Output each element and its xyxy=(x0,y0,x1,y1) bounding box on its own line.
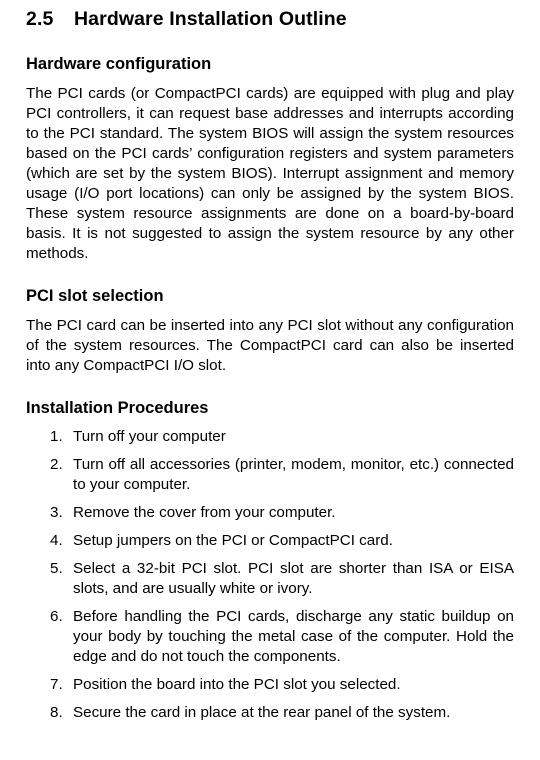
step-item xyxy=(26,427,514,447)
step-number: 6. xyxy=(50,608,63,625)
heading-pci-slot-selection: PCI slot selection xyxy=(26,287,164,305)
step-number: 4. xyxy=(50,532,63,549)
step-item xyxy=(26,455,514,495)
step-item xyxy=(26,703,514,723)
step-item xyxy=(26,503,514,523)
paragraph-pci-slot-selection: The PCI card can be inserted into any PCI slot without any configuration of the system resources. The CompactPCI card can also be inserted into any CompactPCI I/O slot. xyxy=(26,317,514,374)
step-item xyxy=(26,675,514,695)
step-text: Turn off your computer xyxy=(73,428,226,445)
step-item xyxy=(26,607,514,667)
paragraph-hardware-configuration: The PCI cards (or CompactPCI cards) are equipped with plug and play PCI controllers, it can request base addresses and interrupts according to the PCI standard. The system BIOS will assign the system resources based on the PCI cards’ configuration registers and system parameters (which are set by the system BIOS). Interrupt assignment and memory usage (I/O port locations) can only be assigned by the system BIOS. These system resource assignments are done on a board-by-board basis. It is not suggested to assign the system resource by any other methods. xyxy=(26,85,514,262)
installation-steps-list xyxy=(26,427,514,731)
step-text: Before handling the PCI cards, discharge any static buildup on your body by touching the metal case of the computer. Hold the edge and do not touch the components. xyxy=(73,608,514,665)
step-item xyxy=(26,559,514,599)
step-text: Secure the card in place at the rear panel of the system. xyxy=(73,704,451,721)
section-title xyxy=(26,8,347,31)
step-text: Select a 32-bit PCI slot. PCI slot are shorter than ISA or EISA slots, and are usually white or ivory. xyxy=(73,560,514,597)
step-item xyxy=(26,531,514,551)
step-text: Setup jumpers on the PCI or CompactPCI card. xyxy=(73,532,393,549)
step-number: 1. xyxy=(50,428,63,445)
step-text: Position the board into the PCI slot you selected. xyxy=(73,676,401,693)
step-text: Remove the cover from your computer. xyxy=(73,504,336,521)
step-number: 8. xyxy=(50,704,63,721)
section-title-text: Hardware Installation Outline xyxy=(74,8,347,30)
heading-hardware-configuration: Hardware configuration xyxy=(26,55,212,73)
step-text: Turn off all accessories (printer, modem, monitor, etc.) connected to your computer. xyxy=(73,456,514,493)
heading-installation-procedures: Installation Procedures xyxy=(26,399,209,417)
step-number: 2. xyxy=(50,456,63,473)
step-number: 3. xyxy=(50,504,63,521)
step-number: 5. xyxy=(50,560,63,577)
section-number: 2.5 xyxy=(26,8,54,30)
step-number: 7. xyxy=(50,676,63,693)
